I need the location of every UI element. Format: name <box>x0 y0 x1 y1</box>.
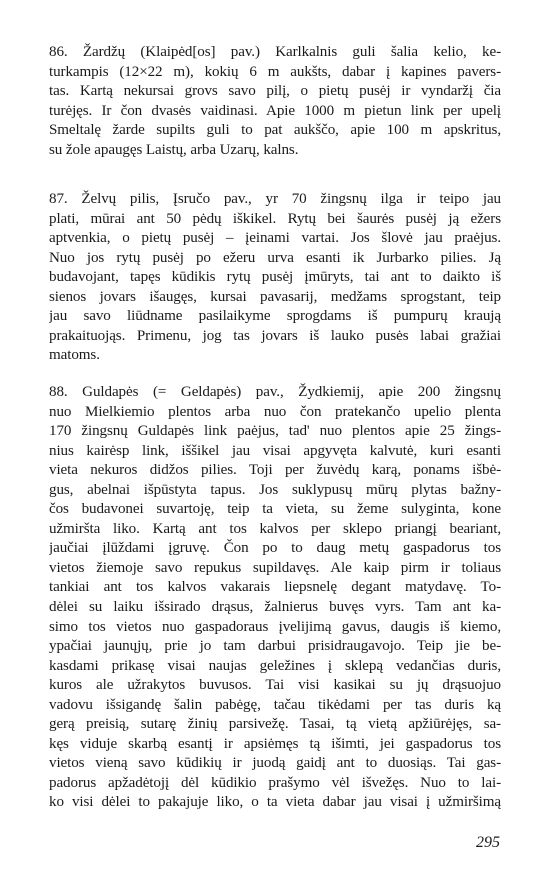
entry-88 <box>49 383 501 813</box>
entry-86-line: turkampis (12×22 m), kokių 6 m aukšts, dabar į kapines pavers- <box>49 63 501 80</box>
entry-87-line: budavojant, tapęs kūdikis rytų pusėj įmūryts, tai ant to daikto iš <box>49 269 501 286</box>
entry-88-line: nuo Mielkiemio plentos arba nuo čon pratekančo upelio plenta <box>49 403 501 420</box>
entry-88-line: užmiršta liko. Kartą ant tos kalvos per sklepo priangį beariant, <box>49 520 501 537</box>
page-number: 295 <box>476 834 500 851</box>
entry-87-line: plati, mūrai ant 50 pėdų iškikel. Rytų bei šaurės pusėj ją ežers <box>49 210 501 227</box>
entry-87-line: prakaituojąs. Primenu, jog tas jovars iš lauko pusės labai gražiai <box>49 327 501 344</box>
entry-88-line: vietos vieną savo kūdikių ir juodą gaidį ant to duosiąs. Tai gas- <box>49 755 501 772</box>
entry-87-line: 87. Želvų pilis, Įsručo pav., yr 70 žingsnų ilga ir teipo jau <box>49 191 501 207</box>
entry-88-line: gus, abelnai išpūstyta tapus. Jos suklypusų mūrų plytas bažny- <box>49 481 501 498</box>
entry-88-line: čos budavonei suvartoję, teip ta vieta, su žeme sulyginta, kone <box>49 501 501 518</box>
entry-88-line: tankiai ant tos kalvos vakarais liepsnelę degant matydavę. To- <box>49 579 501 596</box>
entry-88-line: vieta nekuros didžos pilies. Toji per žuvėdų karą, ponams išbė- <box>49 462 501 479</box>
entry-88-line: ko visi dėlei to pakajuje liko, o ta vieta dabar jau visai į užmiršimą <box>49 794 501 811</box>
entry-88-line: nius kairėsp link, iššikel jau visai apgyvęta kalvutė, kuri esanti <box>49 442 501 459</box>
entry-86-line: turėjęs. Ir čon dvasės vaidinasi. Apie 1000 m pietun link per upelį <box>49 102 501 119</box>
entry-88-line: 88. Guldapės (= Geldapės) pav., Žydkiemij, apie 200 žingsnų <box>49 384 501 400</box>
entry-88-line: kęs viduje skarbą esantį ir apsiėmęs tą išimti, jei gaspadorus tos <box>49 735 501 752</box>
entry-87-line: aptvenkia, o pietų pusėj – įeinami vartai. Jos šlovė jau praėjus. <box>49 230 501 247</box>
entry-86-line: Smeltalę žarde supilts guli to pat aukščo, apie 100 m apskritus, <box>49 122 501 139</box>
entry-86-line: su žole apaugęs Laistų, arba Uzarų, kalns. <box>49 141 299 158</box>
entry-88-line: gerą preisią, sutarę žinių parsivežę. Tasai, tą vietą apžiūrėjęs, sa- <box>49 716 501 733</box>
entry-87-line: matoms. <box>49 347 100 364</box>
entry-86-line: tas. Kartą nekursai grovs savo pilį, o pietų pusėj ir vyndaržį čia <box>49 83 501 100</box>
entry-88-line: padorus apžadėtojį dėl kūdikio prašymo vėl išvežęs. Nuo to lai- <box>49 774 501 791</box>
entry-88-line: simo tos vietos nuo gaspadoraus įvelijimą gavus, daugis iš kiemo, <box>49 618 501 635</box>
entry-87-line: sienos jovars išaugęs, kursai pavasarij, medžams sprogstant, teip <box>49 288 501 305</box>
entry-86-line: 86. Žardžų (Klaipėd[os] pav.) Karlkalnis guli šalia kelio, ke- <box>49 44 501 60</box>
entry-88-line: kuros ale užrakytos buvusos. Tai visi kasikai su jų drąsuojuo <box>49 677 501 694</box>
entry-86 <box>49 43 501 160</box>
entry-88-line: 170 žingsnų Guldapės link paėjus, tad' nuo plentos apie 25 žings- <box>49 423 501 440</box>
entry-87 <box>49 190 501 366</box>
entry-87-line: jau savo liūdname pasilaikyme sprogdams iš pumpurų kraują <box>49 308 501 325</box>
entry-88-line: jaučiai įlūždami įgruvę. Čon po to daug metų gaspadorus tos <box>49 540 501 557</box>
entry-88-line: vietos žiemoje savo repukus supildavęs. Ale kaip pirm ir toliaus <box>49 559 501 576</box>
entry-88-line: dėlei su laiku išsirado drąsus, žalnierus buvęs vyrs. Tam ant ka- <box>49 599 501 616</box>
entry-88-line: kasdami prikasę visai naujas geležines į sklepą vedančias duris, <box>49 657 501 674</box>
entry-88-line: ypačiai jaunųjų, prie jo tam darbui prisidraugavojo. Teip jie be- <box>49 638 501 655</box>
entry-88-line: vadovu išsigandę šalin pabėgę, tačau tikėdami per tas duris ką <box>49 696 501 713</box>
entry-87-line: Nuo jos rytų pusėj po ežeru urva esanti ik Jurbarko pilies. Ją <box>49 249 501 266</box>
